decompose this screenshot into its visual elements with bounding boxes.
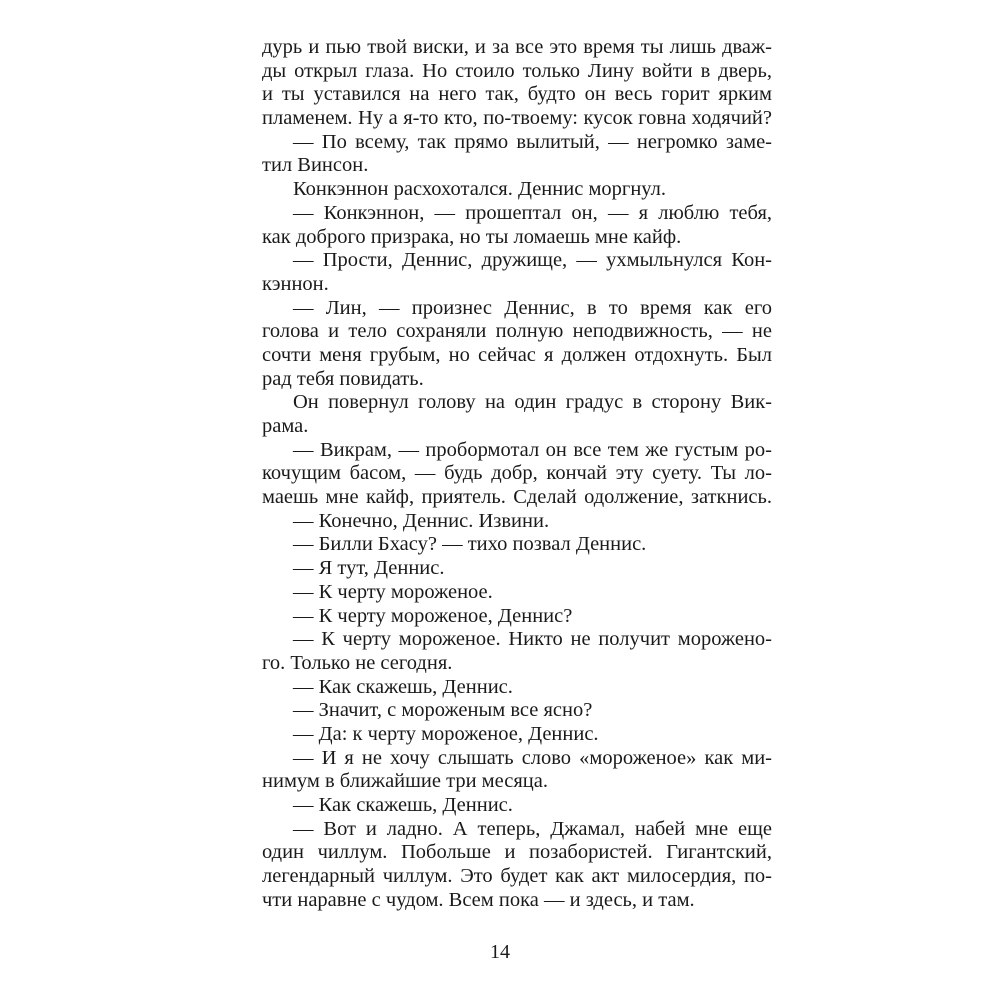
text-line: рад тебя повидать. (262, 367, 424, 390)
text-line: — Как скажешь, Деннис. (293, 794, 513, 816)
text-line: — Как скажешь, Деннис. (293, 675, 513, 698)
text-line: — Значит, с мороженым все ясно? (293, 699, 593, 722)
text-line: чти наравне с чудом. Всем пока — и здесь, и там. (262, 888, 695, 911)
page-number: 14 (490, 941, 510, 963)
text-line: дурь и пью твой виски, и за все это время ты лишь дваж- (262, 36, 772, 58)
text-line: как доброго призрака, но ты ломаешь мне кайф. (262, 225, 682, 248)
text-line: — К черту мороженое. (293, 580, 493, 603)
text-line: ды открыл глаза. Но стоило только Лину войти в дверь, (262, 59, 772, 82)
body-text (262, 36, 772, 912)
text-line: — Конечно, Деннис. Извини. (293, 509, 550, 532)
text-line: легендарный чиллум. Это будет как акт милосердия, по- (262, 865, 772, 888)
text-line: и ты уставился на него так, будто он весь горит ярким (262, 83, 772, 106)
text-line: — К черту мороженое. Никто не получит морожено- (293, 628, 772, 651)
text-line: голова и тело сохраняли полную неподвижность, — не (262, 320, 772, 343)
text-line: — Да: к черту мороженое, Деннис. (293, 722, 599, 745)
text-line: сочти меня грубым, но сейчас я должен отдохнуть. Был (262, 343, 772, 366)
text-line: кочущим басом, — будь добр, кончай эту суету. Ты ло- (262, 462, 772, 485)
text-line: — Билли Бхасу? — тихо позвал Деннис. (293, 533, 647, 556)
text-line: нимум в ближайшие три месяца. (262, 770, 548, 793)
text-line: маешь мне кайф, приятель. Сделай одолжение, заткнись. (262, 486, 772, 509)
text-line: — По всему, так прямо вылитый, — негромко заме- (293, 130, 772, 153)
text-line: — Я тут, Деннис. (293, 557, 445, 580)
text-line: Конкэннон расхохотался. Деннис моргнул. (293, 178, 667, 201)
text-line: — И я не хочу слышать слово «мороженое» как ми- (293, 746, 772, 769)
text-line: го. Только не сегодня. (262, 651, 453, 674)
text-line: — Прости, Деннис, дружище, — ухмыльнулся Кон- (293, 249, 772, 272)
text-line: пламенем. Ну а я-то кто, по-твоему: кусок говна ходячий? (262, 107, 772, 130)
text-line: — Конкэннон, — прошептал он, — я люблю тебя, (293, 201, 772, 224)
text-line: тил Винсон. (262, 154, 369, 177)
text-line: — Вот и ладно. А теперь, Джамал, набей мне еще (293, 817, 772, 840)
text-line: — Викрам, — пробормотал он все тем же густым ро- (293, 438, 772, 461)
text-line: — К черту мороженое, Деннис? (293, 604, 573, 627)
text-line: кэннон. (262, 272, 329, 295)
text-line: один чиллум. Побольше и позабористей. Гигантский, (262, 841, 772, 864)
text-line: — Лин, — произнес Деннис, в то время как его (293, 296, 772, 319)
text-line: Он повернул голову на один градус в сторону Вик- (293, 391, 772, 414)
text-line: рама. (262, 415, 309, 437)
